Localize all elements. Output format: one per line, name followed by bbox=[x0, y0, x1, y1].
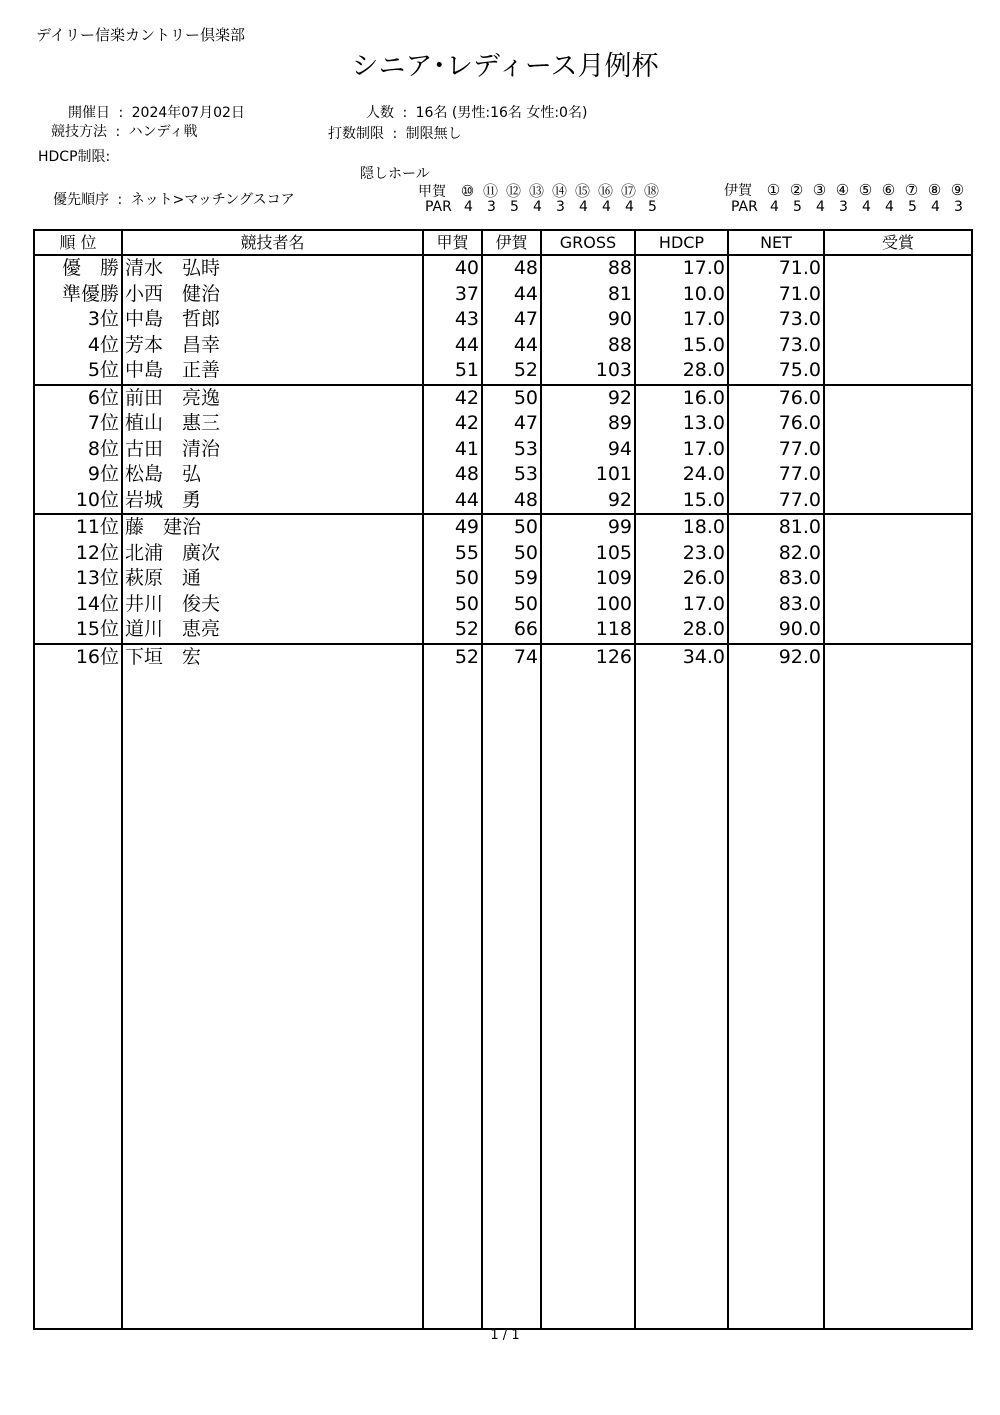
col-rank-header: 順 位 bbox=[34, 230, 122, 255]
table-row bbox=[34, 514, 972, 541]
in-score-cell: 48 bbox=[482, 255, 541, 282]
gross-cell: 92 bbox=[541, 488, 635, 515]
hidden-hole-par: 4 bbox=[885, 199, 894, 215]
hdcp-cell: 34.0 bbox=[635, 644, 728, 671]
award-cell bbox=[824, 617, 972, 644]
rank-cell: 16位 bbox=[34, 644, 122, 671]
hidden-hole-par: 4 bbox=[862, 199, 871, 215]
gross-cell: 105 bbox=[541, 541, 635, 567]
gross-cell: 118 bbox=[541, 617, 635, 644]
in-score-cell: 59 bbox=[482, 566, 541, 592]
gross-cell: 101 bbox=[541, 462, 635, 488]
net-cell: 73.0 bbox=[728, 307, 824, 333]
in-par-label: PAR bbox=[731, 199, 758, 215]
hidden-hole-par: 4 bbox=[464, 199, 473, 215]
hidden-hole-number: ⑥ bbox=[881, 181, 896, 199]
gross-cell: 89 bbox=[541, 411, 635, 437]
col-in-header: 伊賀 bbox=[482, 230, 541, 255]
date-label: 開催日 bbox=[68, 105, 110, 121]
net-cell: 76.0 bbox=[728, 385, 824, 412]
out-score-cell: 41 bbox=[423, 437, 482, 463]
out-score-cell: 51 bbox=[423, 358, 482, 385]
gross-cell: 88 bbox=[541, 255, 635, 282]
hidden-hole-number: ③ bbox=[812, 181, 827, 199]
hdcp-cell: 13.0 bbox=[635, 411, 728, 437]
table-row bbox=[34, 592, 972, 618]
limit-label: 打数制限 bbox=[328, 126, 384, 142]
rank-cell: 4位 bbox=[34, 333, 122, 359]
empty-cell bbox=[635, 670, 728, 1329]
out-score-cell: 43 bbox=[423, 307, 482, 333]
net-cell: 90.0 bbox=[728, 617, 824, 644]
table-row bbox=[34, 307, 972, 333]
count-colon: : bbox=[402, 105, 408, 121]
in-score-cell: 48 bbox=[482, 488, 541, 515]
empty-cell bbox=[423, 670, 482, 1329]
net-cell: 77.0 bbox=[728, 437, 824, 463]
hdcp-cell: 16.0 bbox=[635, 385, 728, 412]
out-score-cell: 42 bbox=[423, 411, 482, 437]
net-cell: 83.0 bbox=[728, 592, 824, 618]
page-number: 1 / 1 bbox=[490, 1328, 520, 1343]
in-holes-row bbox=[724, 180, 969, 200]
club-name: デイリー信楽カントリー倶楽部 bbox=[36, 26, 245, 44]
award-cell bbox=[824, 333, 972, 359]
table-row bbox=[34, 411, 972, 437]
hdcp-label: HDCP制限 bbox=[38, 149, 106, 165]
hidden-hole-par: 5 bbox=[648, 199, 657, 215]
gross-cell: 99 bbox=[541, 514, 635, 541]
hidden-hole-par: 5 bbox=[793, 199, 802, 215]
award-cell bbox=[824, 514, 972, 541]
in-score-cell: 44 bbox=[482, 333, 541, 359]
table-row bbox=[34, 385, 972, 412]
count-row bbox=[366, 102, 587, 122]
player-name-cell: 中島 正善 bbox=[122, 358, 423, 385]
method-label: 競技方法 bbox=[51, 124, 107, 140]
hidden-hole-par: 4 bbox=[931, 199, 940, 215]
hidden-hole-number: ⑨ bbox=[950, 181, 965, 199]
player-name-cell: 北浦 廣次 bbox=[122, 541, 423, 567]
gross-cell: 88 bbox=[541, 333, 635, 359]
hidden-hole-par: 5 bbox=[510, 199, 519, 215]
player-name-cell: 松島 弘 bbox=[122, 462, 423, 488]
hidden-hole-number: ⑦ bbox=[904, 181, 919, 199]
player-name-cell: 井川 俊夫 bbox=[122, 592, 423, 618]
net-cell: 77.0 bbox=[728, 462, 824, 488]
hidden-hole-number: ⑬ bbox=[528, 182, 544, 200]
table-row bbox=[34, 333, 972, 359]
table-row bbox=[34, 255, 972, 282]
out-pars-row bbox=[425, 199, 664, 215]
player-name-cell: 藤 建治 bbox=[122, 514, 423, 541]
priority-label: 優先順序 bbox=[53, 192, 109, 208]
gross-cell: 90 bbox=[541, 307, 635, 333]
hidden-hole-number: ⑭ bbox=[551, 182, 567, 200]
in-score-cell: 50 bbox=[482, 385, 541, 412]
hidden-hole-number: ⑤ bbox=[858, 181, 873, 199]
net-cell: 71.0 bbox=[728, 255, 824, 282]
award-cell bbox=[824, 566, 972, 592]
results-table bbox=[33, 229, 973, 1330]
player-name-cell: 萩原 通 bbox=[122, 566, 423, 592]
out-score-cell: 44 bbox=[423, 488, 482, 515]
player-name-cell: 植山 惠三 bbox=[122, 411, 423, 437]
hidden-hole-number: ⑪ bbox=[482, 182, 498, 200]
limit-colon: : bbox=[392, 126, 398, 142]
hidden-hole-number: ⑯ bbox=[597, 182, 613, 200]
hidden-hole-par: 4 bbox=[533, 199, 542, 215]
rank-cell: 11位 bbox=[34, 514, 122, 541]
net-cell: 92.0 bbox=[728, 644, 824, 671]
table-row bbox=[34, 358, 972, 385]
count-value: 16名 (男性:16名 女性:0名) bbox=[415, 105, 588, 121]
hdcp-cell: 23.0 bbox=[635, 541, 728, 567]
in-score-cell: 44 bbox=[482, 282, 541, 308]
player-name-cell: 中島 哲郎 bbox=[122, 307, 423, 333]
in-score-cell: 47 bbox=[482, 411, 541, 437]
player-name-cell: 芳本 昌幸 bbox=[122, 333, 423, 359]
rank-cell: 5位 bbox=[34, 358, 122, 385]
gross-cell: 92 bbox=[541, 385, 635, 412]
out-score-cell: 42 bbox=[423, 385, 482, 412]
hidden-hole-par: 4 bbox=[770, 199, 779, 215]
player-name-cell: 道川 恵亮 bbox=[122, 617, 423, 644]
gross-cell: 100 bbox=[541, 592, 635, 618]
net-cell: 73.0 bbox=[728, 333, 824, 359]
empty-cell bbox=[728, 670, 824, 1329]
date-value: 2024年07月02日 bbox=[131, 105, 245, 121]
gross-cell: 109 bbox=[541, 566, 635, 592]
in-pars-row bbox=[731, 199, 970, 215]
table-row bbox=[34, 644, 972, 671]
empty-cell bbox=[482, 670, 541, 1329]
award-cell bbox=[824, 307, 972, 333]
award-cell bbox=[824, 437, 972, 463]
out-course-label: 甲賀 bbox=[418, 184, 446, 200]
award-cell bbox=[824, 385, 972, 412]
out-score-cell: 50 bbox=[423, 592, 482, 618]
hdcp-cell: 24.0 bbox=[635, 462, 728, 488]
rank-cell: 3位 bbox=[34, 307, 122, 333]
hidden-hole-par: 3 bbox=[954, 199, 963, 215]
out-score-cell: 52 bbox=[423, 644, 482, 671]
in-score-cell: 66 bbox=[482, 617, 541, 644]
rank-cell: 12位 bbox=[34, 541, 122, 567]
hidden-hole-par: 3 bbox=[487, 199, 496, 215]
net-cell: 82.0 bbox=[728, 541, 824, 567]
table-row bbox=[34, 617, 972, 644]
out-score-cell: 48 bbox=[423, 462, 482, 488]
in-score-cell: 52 bbox=[482, 358, 541, 385]
rank-cell: 6位 bbox=[34, 385, 122, 412]
hidden-hole-par: 3 bbox=[839, 199, 848, 215]
limit-value: 制限無し bbox=[405, 126, 462, 142]
out-score-cell: 40 bbox=[423, 255, 482, 282]
award-cell bbox=[824, 358, 972, 385]
empty-cell bbox=[34, 670, 122, 1329]
page-title: シニア･レディース月例杯 bbox=[351, 51, 659, 82]
rank-cell: 準優勝 bbox=[34, 282, 122, 308]
table-filler-row bbox=[34, 670, 972, 1329]
net-cell: 77.0 bbox=[728, 488, 824, 515]
priority-value: ネット>マッチングスコア bbox=[130, 192, 295, 208]
rank-cell: 優 勝 bbox=[34, 255, 122, 282]
net-cell: 83.0 bbox=[728, 566, 824, 592]
hidden-hole-number: ⑩ bbox=[460, 182, 475, 200]
hidden-hole-number: ⑫ bbox=[505, 182, 521, 200]
table-row bbox=[34, 437, 972, 463]
hdcp-cell: 28.0 bbox=[635, 358, 728, 385]
net-cell: 75.0 bbox=[728, 358, 824, 385]
out-score-cell: 44 bbox=[423, 333, 482, 359]
col-hdcp-header: HDCP bbox=[635, 230, 728, 255]
table-row bbox=[34, 282, 972, 308]
in-score-cell: 47 bbox=[482, 307, 541, 333]
hdcp-row bbox=[38, 146, 110, 166]
gross-cell: 126 bbox=[541, 644, 635, 671]
hidden-hole-par: 4 bbox=[579, 199, 588, 215]
table-row bbox=[34, 566, 972, 592]
rank-cell: 9位 bbox=[34, 462, 122, 488]
player-name-cell: 前田 亮逸 bbox=[122, 385, 423, 412]
hdcp-cell: 15.0 bbox=[635, 333, 728, 359]
award-cell bbox=[824, 462, 972, 488]
out-score-cell: 52 bbox=[423, 617, 482, 644]
method-colon: : bbox=[115, 124, 121, 140]
hidden-holes-label: 隠しホール bbox=[360, 166, 430, 182]
hidden-hole-number: ⑧ bbox=[927, 181, 942, 199]
hdcp-cell: 18.0 bbox=[635, 514, 728, 541]
award-cell bbox=[824, 488, 972, 515]
rank-cell: 10位 bbox=[34, 488, 122, 515]
award-cell bbox=[824, 592, 972, 618]
in-score-cell: 74 bbox=[482, 644, 541, 671]
player-name-cell: 清水 弘時 bbox=[122, 255, 423, 282]
player-name-cell: 古田 清治 bbox=[122, 437, 423, 463]
award-cell bbox=[824, 411, 972, 437]
gross-cell: 81 bbox=[541, 282, 635, 308]
player-name-cell: 下垣 宏 bbox=[122, 644, 423, 671]
player-name-cell: 岩城 勇 bbox=[122, 488, 423, 515]
hdcp-cell: 28.0 bbox=[635, 617, 728, 644]
gross-cell: 103 bbox=[541, 358, 635, 385]
method-value: ハンディ戦 bbox=[128, 124, 198, 140]
rank-cell: 7位 bbox=[34, 411, 122, 437]
method-row bbox=[51, 121, 198, 141]
rank-cell: 13位 bbox=[34, 566, 122, 592]
out-score-cell: 50 bbox=[423, 566, 482, 592]
net-cell: 81.0 bbox=[728, 514, 824, 541]
hdcp-cell: 17.0 bbox=[635, 255, 728, 282]
table-row bbox=[34, 488, 972, 515]
hdcp-cell: 17.0 bbox=[635, 437, 728, 463]
col-name-header: 競技者名 bbox=[122, 230, 423, 255]
in-score-cell: 53 bbox=[482, 462, 541, 488]
hidden-hole-par: 4 bbox=[625, 199, 634, 215]
hidden-hole-number: ⑰ bbox=[620, 182, 636, 200]
rank-cell: 8位 bbox=[34, 437, 122, 463]
col-gross-header: GROSS bbox=[541, 230, 635, 255]
priority-row bbox=[53, 189, 295, 209]
out-holes-row bbox=[418, 180, 663, 201]
hdcp-colon: : bbox=[105, 149, 111, 165]
empty-cell bbox=[824, 670, 972, 1329]
hidden-hole-par: 4 bbox=[602, 199, 611, 215]
hidden-hole-par: 3 bbox=[556, 199, 565, 215]
in-score-cell: 50 bbox=[482, 592, 541, 618]
award-cell bbox=[824, 644, 972, 671]
hidden-hole-number: ⑱ bbox=[643, 182, 659, 200]
hdcp-cell: 17.0 bbox=[635, 592, 728, 618]
out-score-cell: 49 bbox=[423, 514, 482, 541]
award-cell bbox=[824, 541, 972, 567]
in-score-cell: 50 bbox=[482, 514, 541, 541]
out-par-label: PAR bbox=[425, 199, 452, 215]
date-colon: : bbox=[118, 105, 124, 121]
col-award-header: 受賞 bbox=[824, 230, 972, 255]
empty-cell bbox=[541, 670, 635, 1329]
hidden-hole-par: 5 bbox=[908, 199, 917, 215]
table-row bbox=[34, 462, 972, 488]
hidden-hole-number: ⑮ bbox=[574, 182, 590, 200]
hdcp-cell: 10.0 bbox=[635, 282, 728, 308]
net-cell: 71.0 bbox=[728, 282, 824, 308]
table-header-row bbox=[34, 230, 972, 255]
hdcp-cell: 15.0 bbox=[635, 488, 728, 515]
hidden-hole-number: ④ bbox=[835, 181, 850, 199]
out-score-cell: 37 bbox=[423, 282, 482, 308]
hidden-hole-number: ① bbox=[766, 181, 781, 199]
hdcp-cell: 26.0 bbox=[635, 566, 728, 592]
player-name-cell: 小西 健治 bbox=[122, 282, 423, 308]
award-cell bbox=[824, 282, 972, 308]
gross-cell: 94 bbox=[541, 437, 635, 463]
priority-colon: : bbox=[117, 192, 123, 208]
rank-cell: 14位 bbox=[34, 592, 122, 618]
hdcp-cell: 17.0 bbox=[635, 307, 728, 333]
date-row bbox=[68, 102, 245, 122]
count-label: 人数 bbox=[366, 105, 394, 121]
limit-row bbox=[328, 123, 462, 143]
net-cell: 76.0 bbox=[728, 411, 824, 437]
table-row bbox=[34, 541, 972, 567]
award-cell bbox=[824, 255, 972, 282]
col-out-header: 甲賀 bbox=[423, 230, 482, 255]
in-score-cell: 50 bbox=[482, 541, 541, 567]
col-net-header: NET bbox=[728, 230, 824, 255]
hidden-hole-par: 4 bbox=[816, 199, 825, 215]
out-score-cell: 55 bbox=[423, 541, 482, 567]
rank-cell: 15位 bbox=[34, 617, 122, 644]
empty-cell bbox=[122, 670, 423, 1329]
in-score-cell: 53 bbox=[482, 437, 541, 463]
in-course-label: 伊賀 bbox=[724, 183, 752, 199]
hidden-hole-number: ② bbox=[789, 181, 804, 199]
